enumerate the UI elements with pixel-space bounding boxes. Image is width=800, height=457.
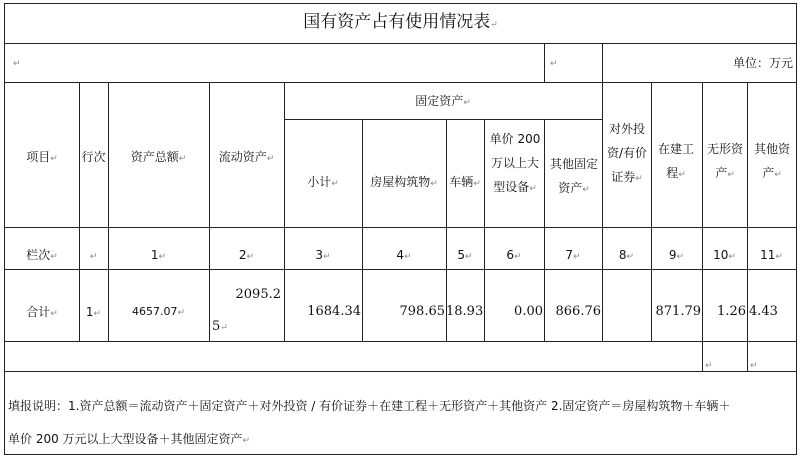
buildings-value: 798.65 xyxy=(399,304,445,319)
table-title: 国有资产占有使用情况表↵ xyxy=(303,12,498,32)
rule-col xyxy=(284,82,285,341)
rule-col xyxy=(602,82,603,341)
rule-title-bottom xyxy=(5,43,796,44)
rule-unit-sep2 xyxy=(602,43,603,82)
rule-unit-sep1 xyxy=(544,43,545,82)
rule-total-bottom xyxy=(5,341,796,342)
current-assets-value: 2095.2 xyxy=(235,287,281,302)
para-mark: ↵ xyxy=(750,361,758,371)
header-current-assets: 流动资产↵ xyxy=(218,150,275,164)
rule-col xyxy=(651,82,652,341)
other-assets-value: 4.43 xyxy=(749,304,778,319)
other-fixed-value: 866.76 xyxy=(555,304,601,319)
rule-blank-bottom xyxy=(5,371,796,372)
header-buildings: 房屋构筑物↵ xyxy=(370,175,438,189)
colno-8: 8↵ xyxy=(618,248,635,262)
note-line-1: 填报说明：1.资产总额＝流动资产＋固定资产＋对外投资 / 有价证券＋在建工程＋无形资产＋其他资产 2.固定资产＝房屋构筑物＋车辆＋ xyxy=(8,399,731,413)
colno-9: 9↵ xyxy=(668,248,685,262)
rule-header-bottom xyxy=(5,227,796,228)
header-other-fixed: 其他固定资产↵ xyxy=(549,157,598,195)
construction-value: 871.79 xyxy=(655,304,701,319)
colno-5: 5↵ xyxy=(457,248,473,262)
rule-col xyxy=(702,82,703,371)
colno-label: 栏次↵ xyxy=(26,248,58,262)
colno-1: 1↵ xyxy=(150,248,167,262)
colno-3: 3↵ xyxy=(315,248,331,262)
colno-row-no: ↵ xyxy=(89,252,98,262)
header-construction: 在建工程↵ xyxy=(657,142,694,180)
header-row-no: 行次 xyxy=(81,150,106,164)
vehicles-value: 18.93 xyxy=(446,304,484,319)
rule-unit-bottom xyxy=(5,82,796,83)
para-mark: ↵ xyxy=(705,361,713,371)
total-label: 合计↵ xyxy=(26,305,58,319)
header-item: 项目↵ xyxy=(26,150,58,164)
rule-col xyxy=(79,82,80,341)
current-assets-value-wrap: 5↵ xyxy=(212,319,228,334)
colno-4: 4↵ xyxy=(396,248,412,262)
header-intangible: 无形资产↵ xyxy=(706,142,743,180)
colno-6: 6↵ xyxy=(506,248,522,262)
asset-table xyxy=(4,3,797,455)
rule-fixed-group-bottom xyxy=(284,119,602,120)
header-external-investment: 对外投资/有价证券↵ xyxy=(606,122,648,184)
unit-label: 单位：万元 xyxy=(732,56,793,70)
colno-11: 11↵ xyxy=(760,248,783,262)
header-subtotal: 小计↵ xyxy=(307,175,339,189)
subtotal-value: 1684.34 xyxy=(307,304,361,319)
header-total-assets: 资产总额↵ xyxy=(130,150,187,164)
rule-colno-bottom xyxy=(5,269,796,270)
header-vehicles: 车辆↵ xyxy=(449,175,481,189)
total-row-no: 1↵ xyxy=(85,305,102,319)
para-mark: ↵ xyxy=(550,59,558,69)
colno-10: 10↵ xyxy=(713,248,736,262)
rule-col xyxy=(747,82,748,371)
large-equipment-value: 0.00 xyxy=(514,304,543,319)
colno-2: 2↵ xyxy=(238,248,255,262)
note-line-2: 单价 200 万元以上大型设备＋其他固定资产↵ xyxy=(8,432,251,446)
para-mark: ↵ xyxy=(13,59,21,69)
header-large-equipment: 单价 200 万以上大型设备↵ xyxy=(489,132,541,194)
colno-7: 7↵ xyxy=(565,248,581,262)
intangible-value: 1.26 xyxy=(717,304,746,319)
total-assets-value: 4657.07↵ xyxy=(131,305,186,318)
rule-col xyxy=(108,82,109,341)
header-other-assets: 其他资产↵ xyxy=(753,142,790,180)
header-fixed-assets: 固定资产↵ xyxy=(415,94,471,108)
